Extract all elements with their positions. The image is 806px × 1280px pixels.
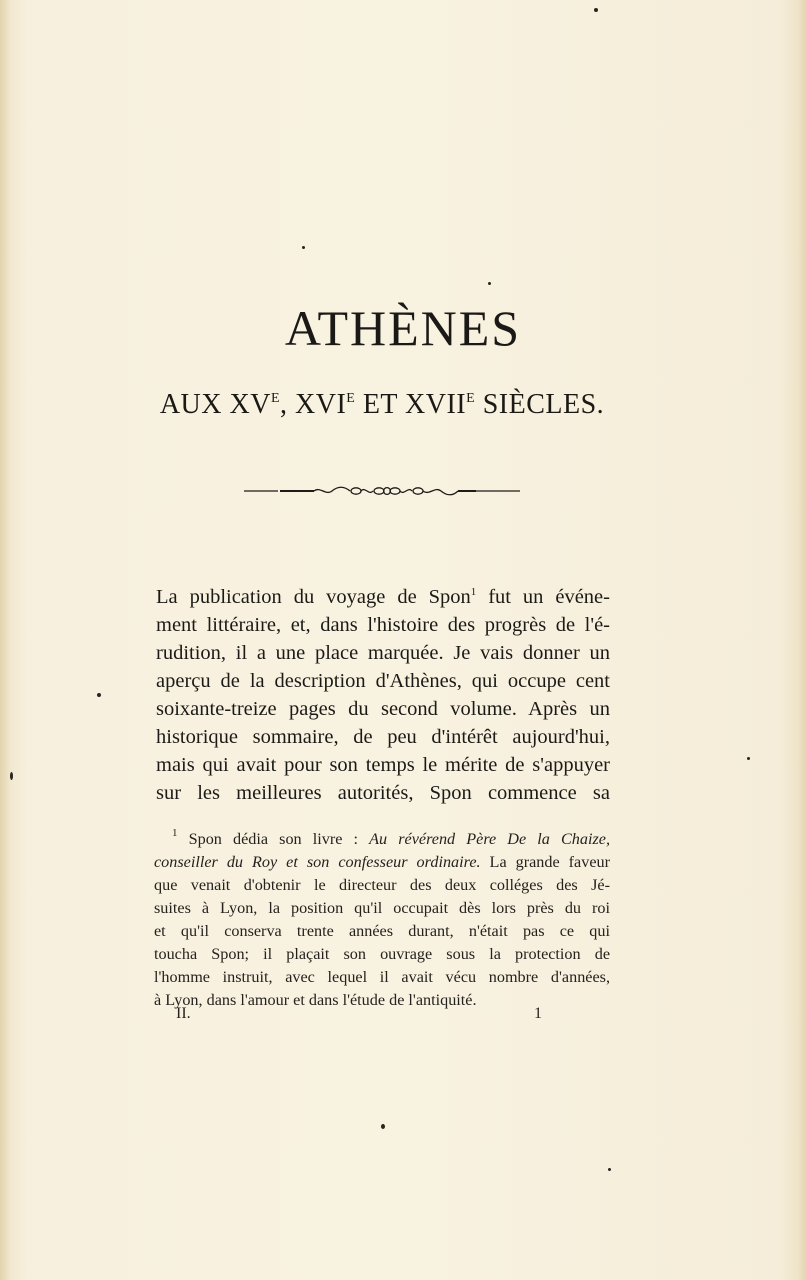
footnote-dedication: conseiller du Roy et son confesseur ordinaire. bbox=[154, 853, 481, 871]
footnote-line: l'homme instruit, avec lequel il avait vécu nombre d'années, bbox=[154, 968, 610, 986]
ink-speck bbox=[10, 772, 13, 780]
footnote-line: que venait d'obtenir le directeur des deux colléges des Jé- bbox=[154, 876, 610, 894]
body-line: ment littéraire, et, dans l'histoire des progrès de l'é- bbox=[156, 614, 610, 636]
footnote-text: Spon dédia son livre : bbox=[177, 830, 370, 848]
ink-speck bbox=[608, 1168, 611, 1171]
subtitle-superscript: E bbox=[346, 391, 356, 406]
body-line: aperçu de la description d'Athènes, qui occupe cent bbox=[156, 670, 610, 692]
subtitle-superscript: E bbox=[270, 391, 280, 406]
body-line: rudition, il a une place marquée. Je vais donner un bbox=[156, 642, 610, 664]
body-line: mais qui avait pour son temps le mérite de s'appuyer bbox=[156, 754, 610, 776]
footnote-line: à Lyon, dans l'amour et dans l'étude de l'antiquité. bbox=[154, 991, 477, 1009]
footnote-dedication: Au révérend Père De la Chaize, bbox=[369, 830, 610, 848]
footnote-line: suites à Lyon, la position qu'il occupait dès lors près du roi bbox=[154, 899, 610, 917]
ink-speck bbox=[747, 757, 750, 760]
footnote-line bbox=[154, 822, 610, 851]
subtitle-part: ET XVII bbox=[355, 389, 467, 420]
page-folio: 1 bbox=[534, 1005, 542, 1022]
subtitle-part: , XVI bbox=[280, 389, 347, 420]
ink-speck bbox=[97, 693, 101, 697]
body-paragraph bbox=[156, 578, 610, 807]
signature-mark: II. bbox=[176, 1005, 191, 1022]
chapter-subtitle bbox=[0, 383, 764, 421]
footnote-line: et qu'il conserva trente années durant, n'était pas ce qui bbox=[154, 922, 610, 940]
footnote-reference: 1 bbox=[470, 586, 477, 598]
body-line: historique sommaire, de peu d'intérêt aujourd'hui, bbox=[156, 726, 610, 748]
body-line: soixante-treize pages du second volume. Après un bbox=[156, 698, 610, 720]
footnote-line bbox=[154, 851, 610, 874]
subtitle-superscript: E bbox=[466, 391, 476, 406]
footnote bbox=[154, 822, 610, 1012]
ornament-flourish bbox=[314, 487, 458, 495]
subtitle-part: AUX XV bbox=[159, 389, 271, 420]
ink-speck bbox=[594, 8, 598, 12]
footnote-text: La grande faveur bbox=[480, 853, 610, 871]
body-line: sur les meilleures autorités, Spon commence sa bbox=[156, 782, 610, 804]
page-left-edge bbox=[0, 0, 10, 1280]
ink-speck bbox=[302, 246, 305, 249]
footnote-marker: 1 bbox=[172, 827, 178, 839]
footnote-line: toucha Spon; il plaçait son ouvrage sous la protection de bbox=[154, 945, 610, 963]
body-line bbox=[156, 578, 610, 611]
body-line-text: fut un événe- bbox=[476, 586, 610, 608]
ornamental-rule bbox=[244, 484, 520, 498]
page-right-edge bbox=[798, 0, 806, 1280]
ink-speck bbox=[381, 1124, 385, 1129]
chapter-title: ATHÈNES bbox=[284, 300, 522, 356]
ink-speck bbox=[488, 282, 491, 285]
body-line-text: La publication du voyage de Spon bbox=[156, 586, 471, 608]
subtitle-part: SIÈCLES. bbox=[475, 389, 605, 420]
